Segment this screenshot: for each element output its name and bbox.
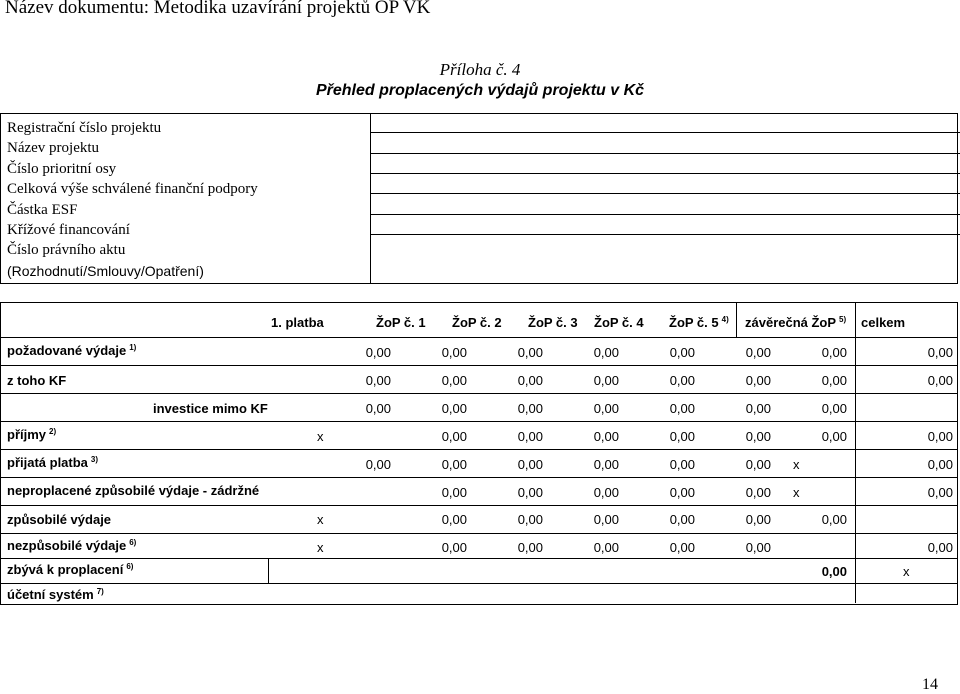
table-cell: 0,00 (517, 457, 543, 472)
payments-table (0, 302, 958, 605)
table-cell: 0,00 (745, 401, 771, 416)
col-zop-1: ŽoP č. 1 (376, 315, 426, 330)
col-zop-2: ŽoP č. 2 (452, 315, 502, 330)
table-cell: 0,00 (365, 373, 391, 388)
table-cell: 0,00 (441, 429, 467, 444)
field-legal-act-number: Číslo právního aktu (7, 242, 126, 259)
row-label-received-payment: přijatá platba $^{3)}$ (7, 455, 99, 470)
table-cell: 0,00 (441, 373, 467, 388)
col-zop-3: ŽoP č. 3 (528, 315, 578, 330)
table-cell: 0,00 (927, 540, 953, 555)
col-final-zop: závěrečná ŽoP $^{5)}$ (745, 315, 847, 330)
table-cell: 0,00 (745, 373, 771, 388)
table-cell: 0,00 (365, 345, 391, 360)
field-project-name: Název projektu (7, 140, 100, 157)
col-first-payment: 1. platba (271, 315, 324, 330)
table-cell: 0,00 (593, 373, 619, 388)
table-cell: 0,00 (745, 429, 771, 444)
table-cell: 0,00 (593, 512, 619, 527)
row-label-investment: investice mimo KF (153, 401, 268, 416)
table-cell: 0,00 (745, 345, 771, 360)
table-cell: 0,00 (441, 401, 467, 416)
table-cell: x (317, 429, 324, 444)
field-total-support: Celková výše schválené finanční podpory (7, 181, 258, 198)
project-info-box (0, 113, 958, 284)
table-cell: x (317, 512, 324, 527)
table-cell: 0,00 (441, 512, 467, 527)
field-legal-act-type: (Rozhodnutí/Smlouvy/Opatření) (7, 262, 204, 279)
table-cell: 0,00 (593, 457, 619, 472)
row-label-retention: neproplacené způsobilé výdaje - zádržné (7, 483, 260, 498)
table-cell: 0,00 (441, 345, 467, 360)
page-title: Přehled proplacených výdajů projektu v Kč (315, 82, 645, 99)
field-cross-financing: Křížové financování (7, 222, 130, 239)
table-cell: 0,00 (745, 485, 771, 500)
field-esf-amount: Částka ESF (7, 201, 78, 218)
table-cell: 0,00 (927, 345, 953, 360)
table-cell: 0,00 (517, 373, 543, 388)
table-cell: 0,00 (441, 485, 467, 500)
table-cell: 0,00 (927, 485, 953, 500)
appendix-label: Příloha č. 4 (439, 60, 521, 79)
table-cell: x (793, 485, 800, 500)
project-info-values (370, 113, 960, 284)
project-info-labels (7, 118, 258, 281)
table-cell: 0,00 (593, 485, 619, 500)
table-cell: 0,00 (821, 345, 847, 360)
col-zop-5: ŽoP č. 5 $^{4)}$ (669, 315, 729, 330)
row-label-requested: požadované výdaje $^{1)}$ (7, 343, 137, 358)
table-cell: 0,00 (517, 512, 543, 527)
table-cell: 0,00 (745, 540, 771, 555)
row-label-kf: z toho KF (7, 373, 67, 388)
row-label-eligible: způsobilé výdaje (7, 512, 112, 527)
table-cell: 0,00 (669, 345, 695, 360)
row-label-income: příjmy $^{2)}$ (7, 427, 57, 442)
table-cell: 0,00 (593, 401, 619, 416)
table-cell: 0,00 (669, 429, 695, 444)
table-cell: 0,00 (669, 457, 695, 472)
col-total: celkem (861, 315, 906, 330)
table-cell: 0,00 (441, 457, 467, 472)
table-cell: 0,00 (821, 429, 847, 444)
row-label-accounting: účetní systém $^{7)}$ (7, 587, 104, 602)
table-cell: 0,00 (821, 564, 847, 579)
table-cell: 0,00 (517, 401, 543, 416)
table-cell: x (903, 564, 910, 579)
table-cell: 0,00 (821, 512, 847, 527)
row-label-remaining: zbývá k proplacení $^{6)}$ (7, 562, 134, 577)
table-cell: 0,00 (517, 345, 543, 360)
table-cell: 0,00 (669, 373, 695, 388)
field-priority-axis: Číslo prioritní osy (7, 160, 117, 177)
document-header: Název dokumentu: Metodika uzavírání projektů OP VK (5, 0, 431, 18)
table-cell: 0,00 (593, 345, 619, 360)
table-cell: 0,00 (593, 429, 619, 444)
table-cell: 0,00 (441, 540, 467, 555)
table-cell: 0,00 (745, 457, 771, 472)
table-cell: 0,00 (669, 485, 695, 500)
col-zop-4: ŽoP č. 4 (594, 315, 644, 330)
table-cell: 0,00 (669, 540, 695, 555)
table-cell: 0,00 (745, 512, 771, 527)
table-cell: 0,00 (927, 429, 953, 444)
table-cell: 0,00 (927, 457, 953, 472)
table-cell: x (317, 540, 324, 555)
page-number: 14 (922, 676, 938, 693)
table-cell: 0,00 (517, 485, 543, 500)
table-cell: 0,00 (821, 401, 847, 416)
table-cell: 0,00 (927, 373, 953, 388)
table-cell: 0,00 (821, 373, 847, 388)
table-cell: 0,00 (517, 540, 543, 555)
table-cell: 0,00 (669, 512, 695, 527)
table-cell: 0,00 (365, 401, 391, 416)
table-cell: 0,00 (669, 401, 695, 416)
table-cell: 0,00 (365, 457, 391, 472)
table-cell: 0,00 (517, 429, 543, 444)
row-label-ineligible: nezpůsobilé výdaje $^{6)}$ (7, 538, 137, 553)
table-cell: 0,00 (593, 540, 619, 555)
table-cell: x (793, 457, 800, 472)
field-registration-number: Registrační číslo projektu (7, 120, 162, 136)
